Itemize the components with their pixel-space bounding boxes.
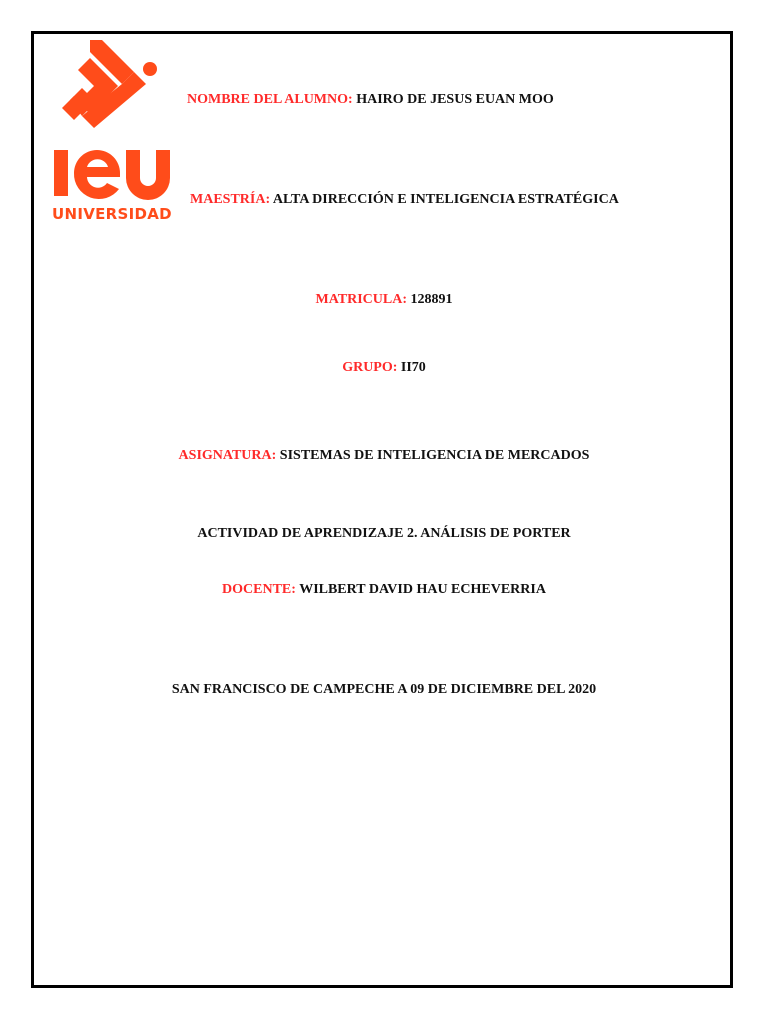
- subject-line: [0, 448, 768, 464]
- logo-wordmark: UNIVERSIDAD: [52, 205, 172, 223]
- masters-label: MAESTRÍA:: [190, 192, 271, 207]
- enrollment-line: [0, 292, 768, 308]
- subject-label: ASIGNATURA:: [178, 448, 277, 463]
- enrollment-label: MATRICULA:: [315, 292, 407, 307]
- teacher-label: DOCENTE:: [222, 582, 296, 597]
- masters-line: [190, 192, 619, 208]
- activity-title: ACTIVIDAD DE APRENDIZAJE 2. ANÁLISIS DE PORTER: [197, 526, 571, 541]
- enrollment-value: 128891: [410, 292, 453, 307]
- teacher-line: [0, 582, 768, 598]
- subject-value: SISTEMAS DE INTELIGENCIA DE MERCADOS: [279, 448, 590, 463]
- group-value: II70: [400, 360, 426, 375]
- student-name-label: NOMBRE DEL ALUMNO:: [187, 92, 353, 107]
- group-label: GRUPO:: [342, 360, 398, 375]
- group-line: [0, 360, 768, 376]
- student-name-line: [187, 92, 554, 108]
- place-date: SAN FRANCISCO DE CAMPECHE A 09 DE DICIEMBRE DEL 2020: [171, 682, 597, 697]
- student-name-value: HAIRO DE JESUS EUAN MOO: [356, 92, 554, 107]
- masters-value: ALTA DIRECCIÓN E INTELIGENCIA ESTRATÉGICA: [272, 192, 619, 207]
- teacher-value: WILBERT DAVID HAU ECHEVERRIA: [299, 582, 546, 597]
- ieu-logo-icon: [52, 36, 182, 226]
